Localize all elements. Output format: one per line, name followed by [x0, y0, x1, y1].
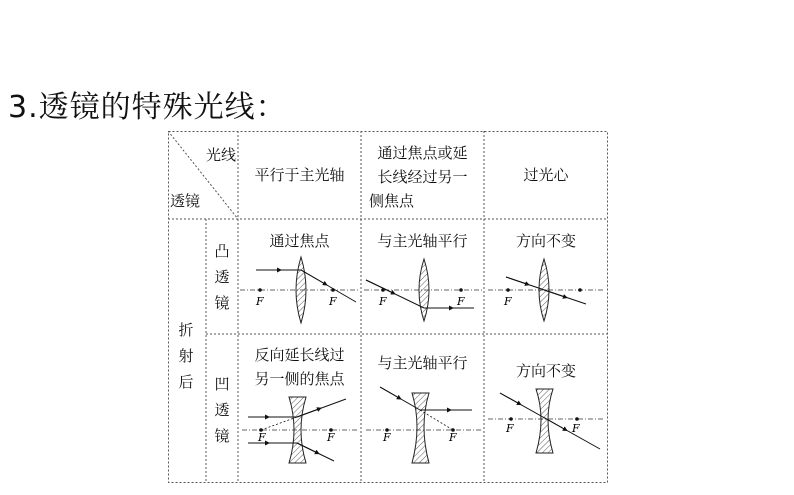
- concave-parallel-focus-right: F: [327, 431, 335, 444]
- concave-parallel-caption-line2: 另一侧的焦点: [254, 370, 345, 388]
- convex-focus-diagram: [364, 259, 482, 321]
- header-through-focus-line2: 长线经过另一: [377, 168, 468, 186]
- concave-label-char-3: 镜: [214, 427, 230, 445]
- concave-focus-caption: 与主光轴平行: [377, 354, 468, 372]
- convex-parallel-caption: 通过焦点: [269, 232, 330, 250]
- header-diag-rays: 光线: [205, 146, 236, 164]
- convex-label-char-2: 透: [214, 268, 230, 286]
- concave-center-focus-left: F: [506, 422, 514, 435]
- header-parallel: 平行于主光轴: [254, 166, 345, 184]
- header-diag-lens: 透镜: [170, 192, 201, 210]
- row-group-char-2: 射: [178, 347, 194, 365]
- convex-focus-caption: 与主光轴平行: [377, 232, 468, 250]
- concave-focus-focus-left: F: [383, 431, 391, 444]
- header-through-focus-line1: 通过焦点或延: [377, 144, 468, 162]
- concave-center-caption: 方向不变: [515, 362, 576, 380]
- header-through-focus-line3: 侧焦点: [369, 192, 415, 210]
- lens-table: [168, 131, 608, 483]
- concave-parallel-focus-left: F: [258, 431, 266, 444]
- concave-parallel-caption-line1: 反向延长线过: [254, 346, 345, 364]
- row-group-char-3: 后: [178, 373, 194, 391]
- convex-label-char-3: 镜: [214, 294, 230, 312]
- concave-parallel-diagram: [242, 397, 358, 463]
- convex-parallel-diagram: [240, 257, 358, 323]
- header-optical-center: 过光心: [523, 166, 569, 184]
- convex-center-diagram: [488, 259, 604, 321]
- convex-center-caption: 方向不变: [515, 232, 576, 250]
- convex-center-focus-left: F: [504, 295, 512, 308]
- concave-focus-diagram: [366, 387, 482, 463]
- concave-center-diagram: [488, 389, 604, 453]
- page-title: 3.透镜的特殊光线：: [8, 90, 287, 125]
- convex-parallel-focus-right: F: [329, 295, 337, 308]
- concave-label-char-2: 透: [214, 401, 230, 419]
- convex-label-char-1: 凸: [214, 242, 230, 260]
- row-group-char-1: 折: [178, 321, 194, 339]
- convex-parallel-focus-left: F: [256, 295, 264, 308]
- concave-label-char-1: 凹: [214, 375, 230, 393]
- ray-diagrams: [168, 131, 608, 483]
- convex-focus-focus-left: F: [379, 295, 387, 308]
- concave-center-focus-right: F: [572, 422, 580, 435]
- convex-focus-focus-right: F: [457, 295, 465, 308]
- concave-focus-focus-right: F: [449, 431, 457, 444]
